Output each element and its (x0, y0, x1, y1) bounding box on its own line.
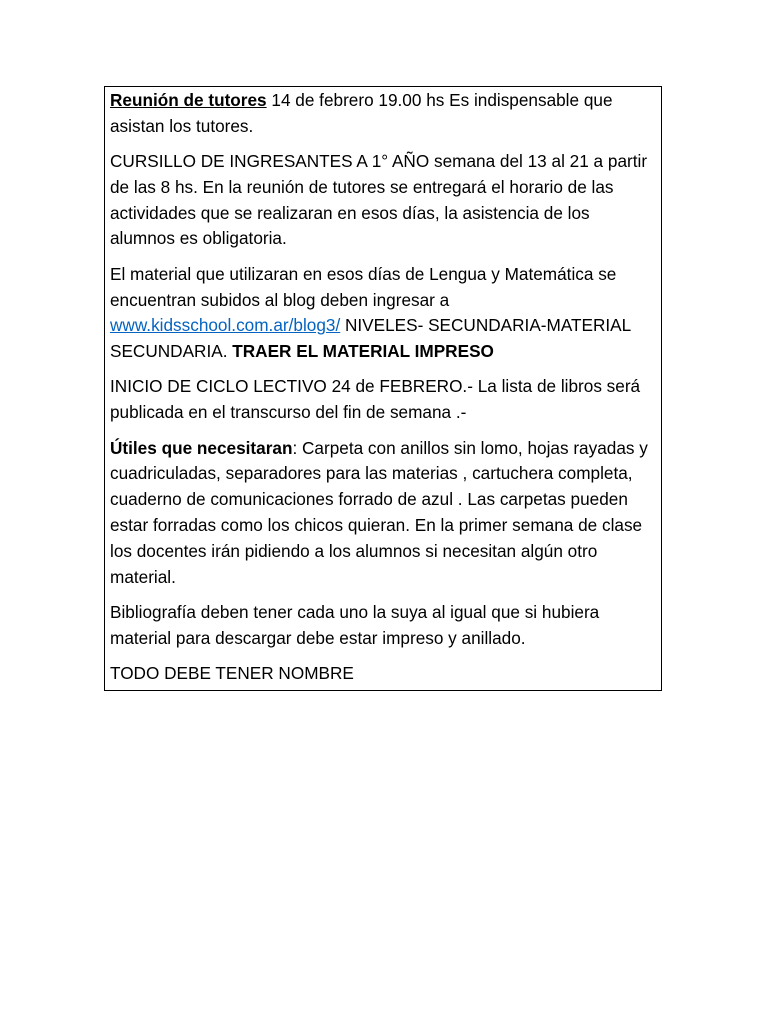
paragraph-course-intro (110, 149, 656, 252)
supplies-text: : Carpeta con anillos sin lomo, hojas rayadas y cuadriculadas, separadores para las materias , cartuchera completa, cuaderno de comunicaciones forrado de azul . Las carpetas pueden estar forradas como los chicos quieran. En la primer semana de clase los docentes irán pidiendo a los alumnos si necesitan algún otro material. (110, 437, 648, 587)
paragraph-tutor-meeting (110, 88, 656, 140)
paragraph-name-note (110, 661, 656, 687)
blog-link[interactable]: www.kidsschool.com.ar/blog3/ (110, 315, 341, 336)
tutor-meeting-heading: Reunión de tutores (110, 90, 267, 110)
supplies-heading: Útiles que necesitaran (110, 437, 293, 458)
material-text-before: El material que utilizaran en esos días de Lengua y Matemática se encuentran subidos al blog deben ingresar a (110, 263, 617, 310)
paragraph-bibliography (110, 600, 656, 652)
tutor-meeting-text: 14 de febrero 19.00 hs Es indispensable que asistan los tutores. (110, 90, 613, 136)
notice-box (104, 86, 662, 691)
course-intro-text: CURSILLO DE INGRESANTES A 1° AÑO semana del 13 al 21 a partir de las 8 hs. En la reunión de tutores se entregará el horario de las actividades que se realizaran en esos días, la asistencia de los alumnos es obligatoria. (110, 151, 648, 249)
bibliography-text: Bibliografía deben tener cada uno la suya al igual que si hubiera material para descargar debe estar impreso y anillado. (110, 601, 600, 648)
paragraph-material (110, 262, 656, 365)
paragraph-school-start (110, 374, 656, 426)
school-start-text: INICIO DE CICLO LECTIVO 24 de FEBRERO.- La lista de libros será publicada en el transcurso del fin de semana .- (110, 376, 641, 423)
material-text-after: NIVELES- SECUNDARIA-MATERIAL SECUNDARIA. (110, 315, 631, 362)
material-bold-note: TRAER EL MATERIAL IMPRESO (232, 341, 494, 362)
paragraph-supplies (110, 436, 656, 591)
name-note-text: TODO DEBE TENER NOMBRE (110, 662, 354, 683)
